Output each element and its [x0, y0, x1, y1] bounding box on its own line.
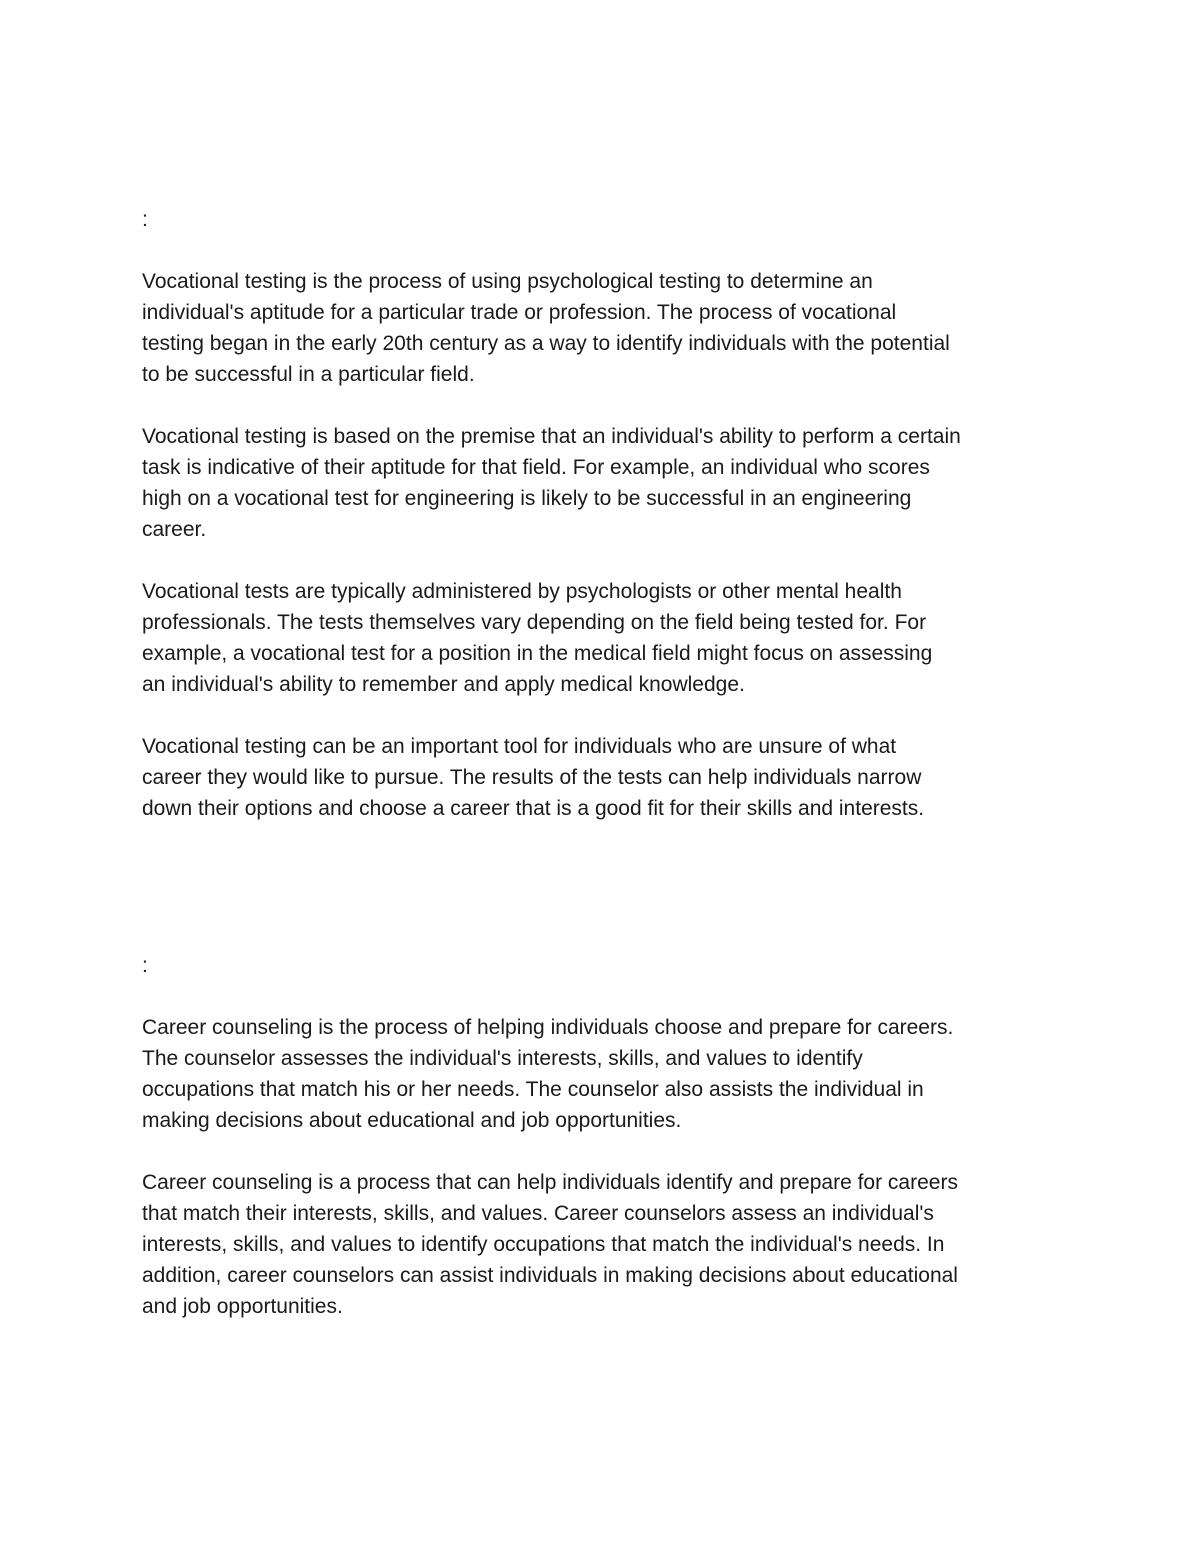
paragraph: Vocational testing is based on the premise that an individual's ability to perform a certain task is indicative of their aptitude for that field. For example, an individual who scores high on a vocational test for engineering is likely to be successful in an engineering career.	[142, 425, 961, 541]
section-marker: :	[142, 954, 148, 977]
paragraph: Career counseling is the process of helping individuals choose and prepare for careers. The counselor assesses the individual's interests, skills, and values to identify occupations that match his or her needs. The counselor also assists the individual in making decisions about educational and job opportunities.	[142, 1016, 954, 1132]
paragraph: Vocational testing can be an important tool for individuals who are unsure of what career they would like to pursue. The results of the tests can help individuals narrow down their options and choose a career that is a good fit for their skills and interests.	[142, 735, 925, 820]
paragraph: Vocational testing is the process of using psychological testing to determine an individual's aptitude for a particular trade or profession. The process of vocational testing began in the early 20th century as a way to identify individuals with the potential to be successful in a particular field.	[142, 270, 950, 386]
paragraph: Vocational tests are typically administered by psychologists or other mental health professionals. The tests themselves vary depending on the field being tested for. For example, a vocational test for a position in the medical field might focus on assessing an individual's ability to remember and apply medical knowledge.	[142, 580, 933, 696]
section-marker: :	[142, 208, 148, 231]
section-vocational-testing	[142, 204, 1072, 855]
section-career-counseling	[142, 950, 1072, 1353]
paragraph: Career counseling is a process that can help individuals identify and prepare for careers that match their interests, skills, and values. Career counselors assess an individual's interests, skills, and values to identify occupations that match the individual's needs. In addition, career counselors can assist individuals in making decisions about educational and job opportunities.	[142, 1171, 958, 1318]
